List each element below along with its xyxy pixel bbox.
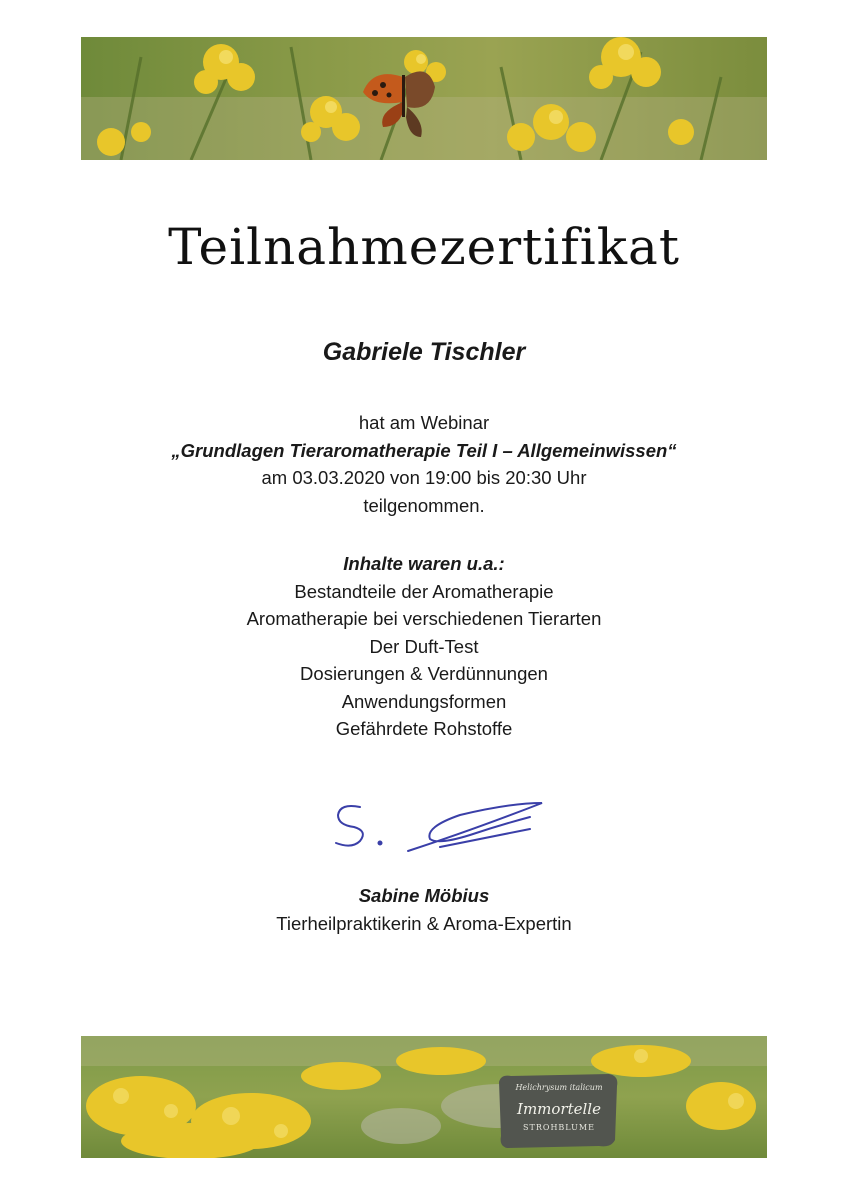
- contents-item: Gefährdete Rohstoffe: [335, 718, 513, 739]
- contents-item: Bestandteile der Aromatherapie: [294, 580, 554, 602]
- contents-item: Anwendungsformen: [341, 690, 507, 712]
- bottom-banner-photo: [81, 1036, 767, 1158]
- butterfly-flowers-image: [81, 37, 767, 160]
- contents-heading: Inhalte waren u.a.:: [343, 553, 505, 574]
- intro-line: hat am Webinar: [358, 412, 490, 433]
- recipient-name: Gabriele Tischler: [322, 338, 526, 366]
- sign-latin-name: Helichrysum italicum: [515, 1083, 603, 1092]
- certificate-title: Teilnahmezertifikat: [168, 218, 680, 276]
- date-line: am 03.03.2020 von 19:00 bis 20:30 Uhr: [261, 467, 587, 488]
- plant-name-sign: [499, 1074, 617, 1148]
- handwritten-signature: [330, 795, 550, 857]
- contents-section: [0, 550, 848, 743]
- immortelle-field-image: [81, 1036, 767, 1158]
- signer-name: Sabine Möbius: [358, 885, 490, 906]
- signer-block: [0, 882, 848, 937]
- sign-german-name: STROHBLUME: [523, 1123, 595, 1132]
- participation-line: teilgenommen.: [363, 494, 485, 516]
- webinar-title: „Grundlagen Tieraromatherapie Teil I – Allgemeinwissen“: [171, 439, 677, 461]
- contents-item: Der Duft-Test: [369, 635, 479, 657]
- contents-item: Aromatherapie bei verschiedenen Tierarten: [246, 608, 602, 629]
- signer-role: Tierheilpraktikerin & Aroma-Expertin: [276, 912, 572, 934]
- contents-item: Dosierungen & Verdünnungen: [300, 663, 548, 684]
- sign-common-name: Immortelle: [517, 1100, 601, 1118]
- webinar-details: [0, 409, 848, 519]
- top-banner-photo: [81, 37, 767, 160]
